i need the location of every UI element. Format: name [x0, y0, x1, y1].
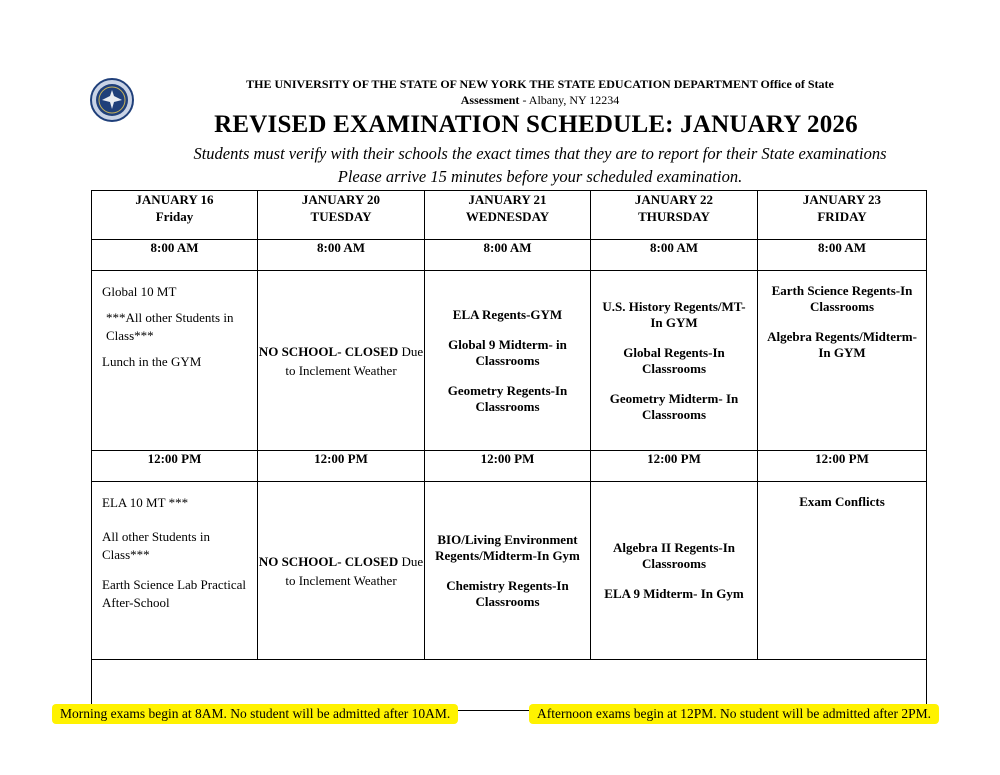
subtitle-arrive: Please arrive 15 minutes before your scheduled examination. — [337, 167, 743, 186]
afternoon-jan21: BIO/Living Environment Regents/Midterm-In Gym Chemistry Regents-In Classrooms — [425, 482, 591, 660]
morning-jan20-closed: NO SCHOOL- CLOSED Due to Inclement Weather — [258, 271, 425, 451]
time-cell: 12:00 PM — [758, 451, 927, 482]
header-line-1 — [160, 77, 920, 92]
morning-admission-note: Morning exams begin at 8AM. No student will be admitted after 10AM. — [52, 704, 458, 724]
subtitle-verify: Students must verify with their schools the exact times that they are to report for their State examinations — [193, 144, 887, 163]
day-header-row — [92, 191, 927, 240]
morning-jan21: ELA Regents-GYM Global 9 Midterm- in Classrooms Geometry Regents-In Classrooms — [425, 271, 591, 451]
day-header-jan20: JANUARY 20 TUESDAY — [258, 191, 425, 240]
morning-time-row — [92, 240, 927, 271]
afternoon-jan20-closed: NO SCHOOL- CLOSED Due to Inclement Weather — [258, 482, 425, 660]
afternoon-jan16: ELA 10 MT *** All other Students in Class*** Earth Science Lab Practical After-School — [92, 482, 258, 660]
afternoon-admission-note: Afternoon exams begin at 12PM. No student will be admitted after 2PM. — [529, 704, 939, 724]
time-cell: 8:00 AM — [758, 240, 927, 271]
blank-cell — [92, 660, 927, 711]
schedule-table — [91, 190, 927, 711]
morning-jan16: Global 10 MT ***All other Students in Class*** Lunch in the GYM — [92, 271, 258, 451]
page-title: REVISED EXAMINATION SCHEDULE: JANUARY 2026 — [214, 111, 858, 138]
header-line-2 — [160, 93, 920, 108]
time-cell: 12:00 PM — [425, 451, 591, 482]
header-assessment: Assessment — [460, 93, 520, 107]
morning-jan23: Earth Science Regents-In Classrooms Algebra Regents/Midterm- In GYM — [758, 271, 927, 451]
header-agency: THE UNIVERSITY OF THE STATE OF NEW YORK THE STATE EDUCATION DEPARTMENT Office of State — [246, 77, 834, 91]
morning-exam-row — [92, 271, 927, 451]
day-header-jan23: JANUARY 23 FRIDAY — [758, 191, 927, 240]
day-header-jan22: JANUARY 22 THURSDAY — [591, 191, 758, 240]
morning-jan22: U.S. History Regents/MT- In GYM Global Regents-In Classrooms Geometry Midterm- In Classrooms — [591, 271, 758, 451]
blank-row — [92, 660, 927, 711]
afternoon-jan23: Exam Conflicts — [758, 482, 927, 660]
time-cell: 8:00 AM — [92, 240, 258, 271]
afternoon-jan22: Algebra II Regents-In Classrooms ELA 9 Midterm- In Gym — [591, 482, 758, 660]
time-cell: 12:00 PM — [591, 451, 758, 482]
time-cell: 8:00 AM — [591, 240, 758, 271]
time-cell: 12:00 PM — [92, 451, 258, 482]
time-cell: 12:00 PM — [258, 451, 425, 482]
day-header-jan21: JANUARY 21 WEDNESDAY — [425, 191, 591, 240]
day-header-jan16: JANUARY 16 Friday — [92, 191, 258, 240]
time-cell: 8:00 AM — [258, 240, 425, 271]
afternoon-time-row — [92, 451, 927, 482]
afternoon-exam-row — [92, 482, 927, 660]
time-cell: 8:00 AM — [425, 240, 591, 271]
header-address: - Albany, NY 12234 — [519, 93, 620, 107]
